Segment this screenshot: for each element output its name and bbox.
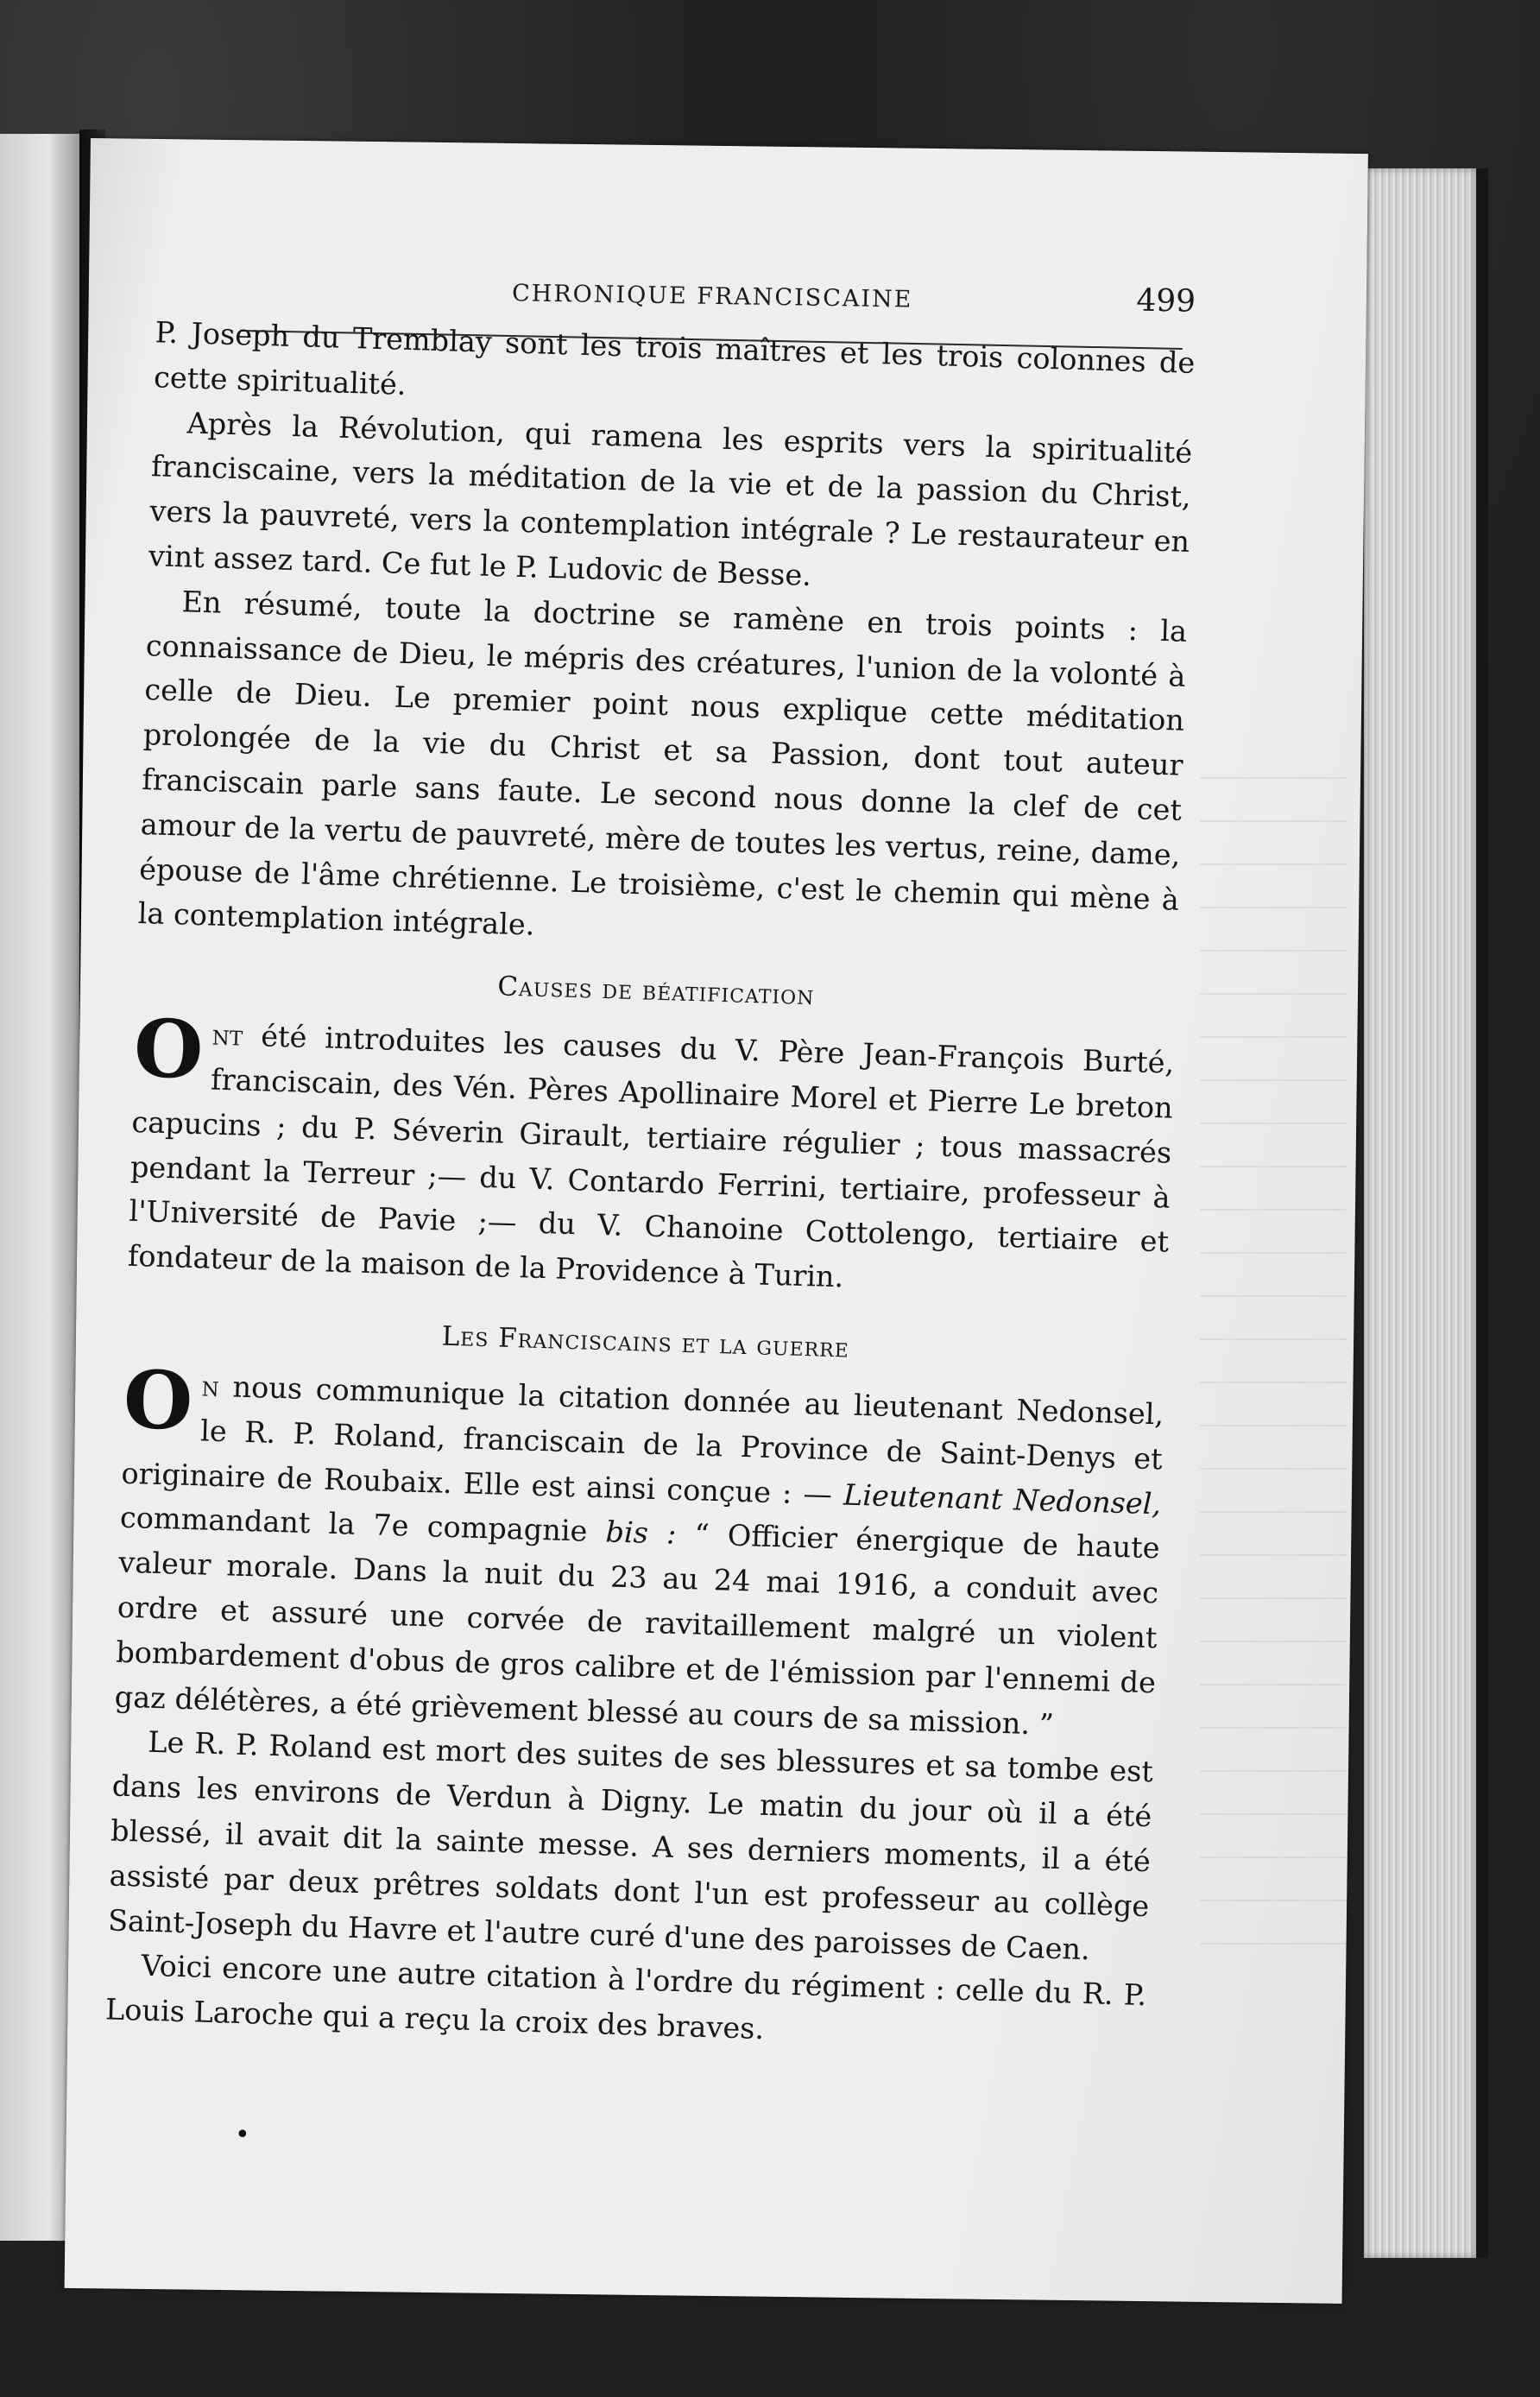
lead-in: n bbox=[201, 1369, 220, 1403]
page-text bbox=[104, 310, 1196, 2063]
section-heading-war: Les Franciscains et la guerre bbox=[441, 1320, 850, 1364]
ink-speck: • bbox=[235, 2120, 250, 2150]
drop-cap: O bbox=[132, 1002, 205, 1097]
citation-text-a: nous communique la citation donnée au lieutenant Nedonsel, le R. P. Roland, franciscain de la Province de Saint-Denys et originaire de Roubaix. Elle est ainsi conçue : — bbox=[120, 1369, 1164, 1512]
page-number: 499 bbox=[1136, 282, 1196, 319]
paragraph-body: été introduites les causes du V. Père Jean-François Burté, franciscain, des Vén. Pères Apollinaire Morel et Pierre Le breton capucins ; du P. Séverin Girault, tertiaire régulier ; tous massacrés pendant la Terreur ;— du V. Contardo Ferrini, tertiaire, professeur à l'Université de Pavie ;— du V. Chanoine Cottolengo, tertiaire et fondateur de la maison de la Providence à Turin. bbox=[127, 1018, 1175, 1294]
citation-text-c: “ Officier énergique de haute valeur morale. Dans la nuit du 23 au 24 mai 1916, a conduit avec ordre et assuré une corvée de ravitaillement malgré un violent bombardement d'obus de gros calibre et de l'émission par l'ennemi de gaz délétères, a été grièvement blessé au cours de sa mission. ” bbox=[114, 1517, 1161, 1742]
facing-page-edge bbox=[0, 134, 79, 2241]
section-heading-beatification: Causes de béatification bbox=[496, 971, 815, 1012]
paragraph-revolution: Après la Révolution, qui ramena les esprits vers la spiritualité franciscaine, vers la méditation de la vie et de la passion du Christ, vers la pauvreté, vers la contemplation intégrale ? Le restaurateur en vint assez tard. Ce fut le P. Ludovic de Besse. bbox=[148, 405, 1193, 592]
paragraph-citation bbox=[114, 1352, 1164, 1750]
citation-text-b: commandant la 7e compagnie bbox=[119, 1500, 607, 1549]
paragraph-resume: En résumé, toute la doctrine se ramène en trois points : la connaissance de Dieu, le mépris des créatures, l'union de la volonté à celle de Dieu. Le premier point nous explique cette méditation prolongée de la vie du Christ et sa Passion, dont tout auteur franciscain parle sans faute. Le second nous donne la clef de cet amour de la vertu de pauvreté, mère de toutes les vertus, reine, dame, épouse de l'âme chrétienne. Le troisième, c'est le chemin qui mène à la contemplation intégrale. bbox=[137, 585, 1188, 942]
drop-cap: O bbox=[122, 1352, 194, 1448]
lead-in: nt bbox=[211, 1017, 243, 1053]
paragraph-continued: P. Joseph du Tremblay sont les trois maîtres et les trois colonnes de cette spiritualité. bbox=[153, 315, 1196, 402]
show-through-bleed bbox=[1200, 777, 1347, 1986]
page-block-edges bbox=[1364, 168, 1476, 2258]
paragraph-laroche: Voici encore une autre citation à l'ordre du régiment : celle du R. P. Louis Laroche qui a reçu la croix des braves. bbox=[104, 1948, 1147, 2046]
paragraph-roland: Le R. P. Roland est mort des suites de ses blessures et sa tombe est dans les environs de Verdun à Digny. Le matin du jour où il a été blessé, il avait dit la sainte messe. A ses derniers moments, il a été assisté par deux prêtres soldats dont l'un est professeur au collège Saint-Joseph du Havre et l'autre curé d'une des paroisses de Caen. bbox=[107, 1725, 1154, 1966]
citation-italic-rank: Lieutenant Nedonsel, bbox=[843, 1477, 1162, 1521]
running-title: CHRONIQUE FRANCISCAINE bbox=[511, 280, 913, 313]
paragraph-causes bbox=[127, 1002, 1175, 1309]
citation-italic-bis: bis : bbox=[604, 1515, 677, 1552]
